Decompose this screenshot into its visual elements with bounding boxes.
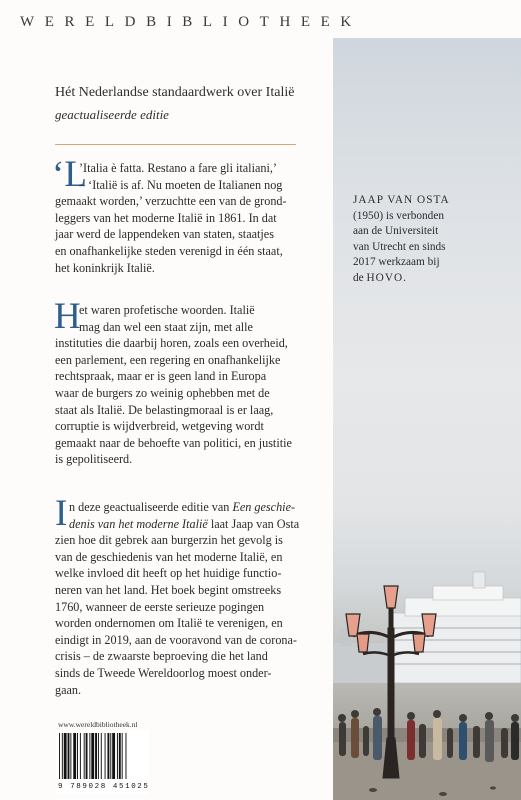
author-bio-line: van Utrecht en sinds <box>353 240 446 253</box>
isbn-barcode <box>56 730 149 794</box>
barcode-bar <box>126 733 127 779</box>
barcode-bar <box>105 733 106 779</box>
dropcap-i: I <box>55 493 68 534</box>
book-title-italic: denis van het moderne Italië <box>69 516 208 531</box>
blurb-line <box>55 499 317 516</box>
blurb-line: 1760, wanneer de eerste serieuze pogingen <box>55 599 265 614</box>
barcode-bar <box>91 733 94 779</box>
blurb-line: sinds de Tweede Wereldoorlog moest onder- <box>55 665 272 680</box>
publisher-url: www.wereldbibliotheek.nl <box>58 720 138 729</box>
author-bio-text: . <box>403 271 406 284</box>
blurb-line: gaan. <box>55 682 82 697</box>
blurb-line: een parlement, een regering en onafhankelijke <box>55 352 281 367</box>
barcode-bar <box>101 733 102 779</box>
blurb-line: jaar werd de lappendeken van staten, staatjes <box>55 227 274 242</box>
dropcap-quote-l: ‘L <box>52 154 87 195</box>
blurb-line <box>55 516 317 533</box>
book-title-italic: Een geschie- <box>232 500 296 514</box>
barcode-bar <box>107 733 109 779</box>
blurb-paragraph-1 <box>55 160 317 276</box>
blurb-line: worden ondernomen om Italië te verenigen, en <box>55 616 283 631</box>
barcode-bar <box>64 733 67 779</box>
tagline: Hét Nederlandse standaardwerk over Italië <box>55 85 295 100</box>
blurb-paragraph-3 <box>55 499 317 698</box>
author-bio-line <box>353 271 513 287</box>
blurb-line: eindigt in 2019, aan de vooravond van de corona- <box>55 632 297 647</box>
author-bio-text: de <box>353 271 367 284</box>
barcode-bar <box>98 733 99 779</box>
barcode-bar <box>73 733 76 779</box>
divider-rule <box>55 144 296 145</box>
author-bio-line: 2017 werkzaam bij <box>353 256 440 268</box>
venice-scene-illustration <box>333 38 521 800</box>
blurb-line: het koninkrijk Italië. <box>55 260 155 275</box>
isbn-digits: 9 789028 451025 <box>58 783 150 791</box>
barcode-bar <box>119 733 121 779</box>
blurb-line: is gepolitiseerd. <box>55 452 133 467</box>
blurb-line: van de geschiedenis van het moderne Italië, en <box>55 549 283 564</box>
blurb-line: ’Italia è fatta. Restano a fare gli italiani,’ <box>79 161 277 175</box>
barcode-bar <box>84 733 85 779</box>
barcode-bar <box>77 733 78 779</box>
blurb-line: zien hoe dit gebrek aan burgerzin het gevolg is <box>55 533 283 548</box>
blurb-text: n deze geactualiseerde editie van <box>69 500 233 514</box>
barcode-bar <box>110 733 111 779</box>
subtagline: geactualiseerde editie <box>55 107 169 122</box>
blurb-paragraph-2 <box>55 302 317 468</box>
blurb-line: en onafhankelijke steden verenigd in één staat, <box>55 243 283 258</box>
author-bio-line: aan de Universiteit <box>353 225 439 237</box>
barcode-bar <box>70 733 71 779</box>
publisher-name: WERELDBIBLIOTHEEK <box>20 14 362 30</box>
blurb-line: mag dan wel een staat zijn, met alle <box>79 319 253 334</box>
barcode-bar <box>62 733 63 779</box>
barcode-bars-icon <box>56 730 149 782</box>
cover-photo <box>333 38 521 800</box>
blurb-line: leggers van het moderne Italië in 1861. In dat <box>55 210 277 225</box>
barcode-bar <box>112 733 115 779</box>
blurb-line: crisis – de zwaarste beproeving die het land <box>55 649 268 664</box>
barcode-bar <box>86 733 88 779</box>
barcode-bar <box>117 733 118 779</box>
blurb-line: et waren profetische woorden. Italië <box>79 303 255 317</box>
blurb-line: neren van het land. Het boek begint omstreeks <box>55 582 282 597</box>
blurb-line: welke invloed dit heeft op het huidige functio- <box>55 566 282 581</box>
barcode-bar <box>68 733 70 779</box>
barcode-bar <box>89 733 90 779</box>
blurb-line: gemaakt worden,’ verzuchtte een van de grond- <box>55 194 287 209</box>
blurb-line: rechtspraak, maar er is geen land in Europa <box>55 369 267 384</box>
barcode-bar <box>122 733 123 779</box>
blurb-line: staat als Italië. De belastingmoraal is er laag, <box>55 402 274 417</box>
dropcap-h: H <box>54 296 81 337</box>
barcode-bar <box>95 733 97 779</box>
barcode-bar <box>80 733 81 779</box>
blurb-text: laat Jaap van Osta <box>207 516 300 531</box>
blurb-line: gemaakt naar de behoefte van politici, en justitie <box>55 435 292 450</box>
blurb-line: – ‘Italië is af. Nu moeten de Italianen nog <box>79 177 283 192</box>
author-bio <box>353 193 513 286</box>
barcode-bar <box>59 733 60 779</box>
hovo-acronym: HOVO <box>366 271 404 284</box>
blurb-line: instituties die daarbij horen, zoals een overheid, <box>55 336 288 351</box>
blurb-line: waar de burgers zo weinig ophebben met de <box>55 385 270 400</box>
author-bio-line: (1950) is verbonden <box>353 209 444 222</box>
author-name: JAAP VAN OSTA <box>353 194 450 206</box>
blurb-line: corruptie is wijdverbreid, wetgeving wordt <box>55 419 264 434</box>
